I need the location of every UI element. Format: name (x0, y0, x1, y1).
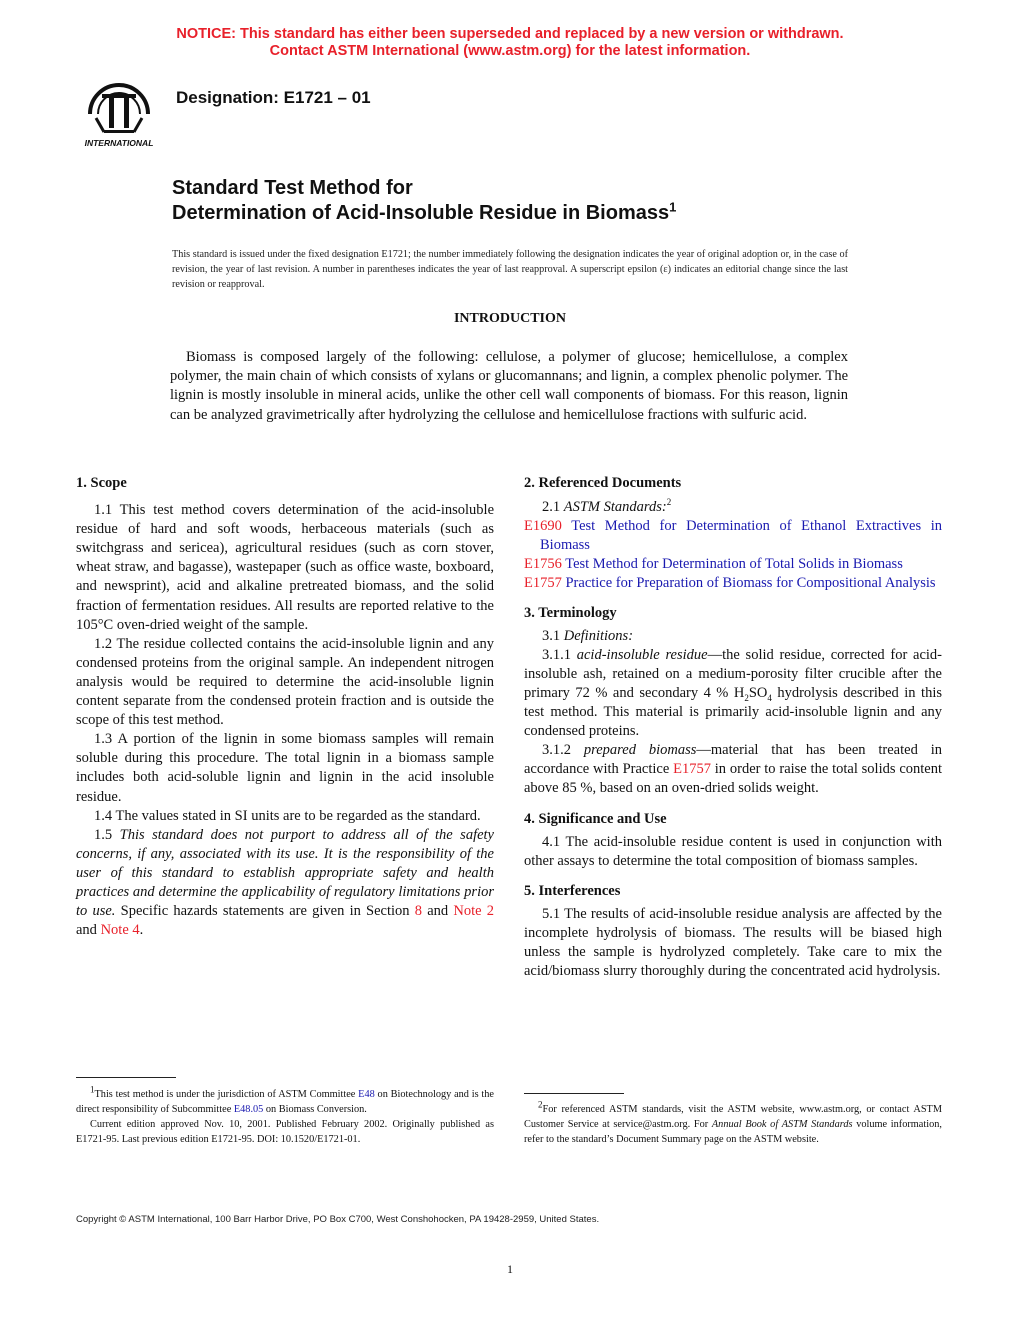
significance-heading: 4. Significance and Use (524, 810, 667, 827)
interferences-heading: 5. Interferences (524, 882, 621, 899)
note-2-link[interactable]: Note 2 (453, 903, 495, 920)
definition-num: 3.1.1 (542, 646, 577, 663)
referenced-2-1 (524, 498, 942, 517)
scope-1-5-num: 1.5 (94, 826, 120, 843)
title-line-2 (172, 201, 676, 226)
e48-05-link[interactable]: E48.05 (233, 1104, 264, 1115)
ref-code[interactable]: E1690 (524, 518, 562, 535)
e1757-link[interactable]: E1757 (673, 761, 711, 778)
scope-1-2: 1.2 The residue collected contains the acid-insoluble lignin and any condensed proteins from the original sample. An independent nitrogen analysis would be required to determine the acid-insoluble lignin content separate from the condensed protein fraction and is outside the scope of this test method. (76, 635, 494, 729)
e48-link[interactable]: E48 (358, 1089, 375, 1100)
subscript: 2 (744, 692, 749, 703)
and-2: and (76, 922, 101, 939)
and-1: and (422, 903, 454, 920)
ref-code[interactable]: E1756 (524, 556, 562, 573)
introduction-text: Biomass is composed largely of the following: cellulose, a polymer of glucose; hemicellulose, a complex polymer, the main chain of which consists of xylans or glucomannans; and lignin, a complex phenolic polymer. The lignin is mostly insoluble in mineral acids, unlike the other cell wall components of biomass. For this reason, lignin can be analyzed gravimetrically after hydrolyzing the cellulose and hemicellulose fractions with sulfuric acid. (170, 349, 848, 423)
terminology-3-1-num: 3.1 (542, 627, 564, 644)
introduction-heading: INTRODUCTION (453, 311, 566, 326)
scope-1-5 (76, 826, 494, 941)
ref-e1757[interactable] (524, 574, 942, 593)
ref-e1756[interactable] (524, 555, 942, 574)
page-number: 1 (507, 1262, 513, 1276)
terminology-heading: 3. Terminology (524, 604, 617, 621)
definition-num: 3.1.2 (542, 742, 584, 759)
scope-1-5-rest: Specific hazards statements are given in Section (115, 903, 415, 920)
footnote-1-edition: Current edition approved Nov. 10, 2001. Published February 2002. Originally published as E1721-95. Last previous edition E1721-95. DOI: 10.1520/E1721-01. (76, 1119, 494, 1145)
section-8-link[interactable]: 8 (414, 903, 423, 920)
definition-3-1-1 (524, 646, 942, 741)
significance-4-1: 4.1 The acid-insoluble residue content is used in conjunction with other assays to determine the total composition of biomass samples. (524, 833, 942, 869)
footnote-1-mark: 1 (90, 1084, 95, 1095)
copyright: Copyright © ASTM International, 100 Barr Harbor Drive, PO Box C700, West Conshohocken, PA 19428-2959, United States. (76, 1214, 600, 1225)
footnote-1-b: on Biotechnology and is the direct responsibility of Subcommittee (76, 1089, 494, 1115)
ref-e1690[interactable] (524, 517, 942, 555)
footnote-2-a: For referenced ASTM standards, visit the ASTM website, www.astm.org, or contact ASTM Customer Service at service@astm.org. For (524, 1104, 942, 1130)
ref-title[interactable]: Practice for Preparation of Biomass for Compositional Analysis (561, 575, 936, 592)
footnote-1-c: on Biomass Conversion. (263, 1104, 367, 1115)
astm-logo (76, 74, 162, 152)
designation: Designation: E1721 – 01 (176, 88, 371, 107)
scope-1-3: 1.3 A portion of the lignin in some biomass samples will remain soluble during this procedure. The total lignin in a biomass sample includes both acid-soluble lignin and lignin in the acid insoluble residue. (76, 731, 494, 805)
footnote-1-text (76, 1084, 494, 1117)
footnote-2-mark: 2 (538, 1099, 543, 1110)
notice-line-2: Contact ASTM International (www.astm.org) for the latest information. (269, 43, 751, 59)
footnote-2-mark: 2 (666, 497, 672, 508)
definition-text: —the solid residue, corrected for acid-insoluble ash, retained on a medium-porosity filter crucible after the primary 72 % and secondary 4 % H (524, 646, 943, 701)
formula-text: SO (748, 684, 768, 701)
definition-text: in order to raise the total solids content above 85 %, based on an oven-dried solids weight. (524, 761, 942, 797)
footnote-2-text (524, 1099, 942, 1147)
ref-title[interactable]: Test Method for Determination of Total Solids in Biomass (561, 556, 903, 573)
footnote-2-b: volume information, refer to the standard’s Document Summary page on the ASTM website. (524, 1119, 942, 1145)
ref-title[interactable]: Test Method for Determination of Ethanol Extractives in Biomass (540, 518, 942, 554)
definition-3-1-2 (524, 741, 942, 798)
notice-banner (0, 26, 1020, 60)
definition-term: acid-insoluble residue (576, 646, 708, 663)
issued-statement: This standard is issued under the fixed designation E1721; the number immediately following the designation indicates the year of original adoption or, in the case of revision, the year of last revision. A number in parentheses indicates the year of last reapproval. A superscript epsilon (ε) indicates an editorial change since the last revision or reapproval. (172, 249, 848, 290)
scope-heading: 1. Scope (76, 475, 127, 491)
footnote-1 (76, 1084, 494, 1147)
footnote-2 (524, 1099, 942, 1147)
safety-statement: This standard does not purport to address all of the safety concerns, if any, associated with its use. It is the responsibility of the user of this standard to establish appropriate safety and health practices and determine the applicability of regulatory limitations prior to use. (76, 826, 494, 920)
footnote-rule-right (524, 1093, 624, 1094)
right-column (524, 474, 942, 981)
note-4-link[interactable]: Note 4 (100, 922, 140, 939)
footnote-rule-left (76, 1077, 176, 1078)
footnote-1-a: This test method is under the jurisdiction of ASTM Committee (94, 1089, 359, 1100)
notice-line-1: NOTICE: This standard has either been superseded and replaced by a new version or withdrawn. (176, 26, 844, 42)
interferences-5-1: 5.1 The results of acid-insoluble residue analysis are affected by the incomplete hydrolysis of biomass. The results will be biased high unless the sample is hydrolyzed completely. Take care to mix the acid/biomass slurry thoroughly during the concentrated acid hydrolysis. (524, 905, 942, 980)
referenced-heading: 2. Referenced Documents (524, 475, 682, 491)
definition-term: prepared biomass (583, 742, 697, 759)
definition-text: hydrolysis described in this test method. This material is primarily acid-insoluble lignin and any condensed proteins. (524, 684, 942, 740)
astm-standards-label: ASTM Standards: (563, 499, 667, 516)
terminology-3-1 (524, 627, 942, 646)
scope-1-1: 1.1 This test method covers determination of the acid-insoluble residue of hard and soft woods, herbaceous materials (such as switchgrass and sericea), agricultural residues (such as corn stover, wheat straw, and bagasse), wastepaper (such as office waste, boxboard, and newsprint), acid and alkaline pretreated biomass, and the solid fraction of fermentation residues. All results are reported relative to the 105°C oven-dried weight of the sample. (76, 502, 494, 633)
scope-1-4: 1.4 The values stated in SI units are to be regarded as the standard. (94, 807, 481, 824)
title-footnote-mark: 1 (669, 199, 677, 215)
definitions-label: Definitions: (563, 627, 634, 644)
subscript: 4 (767, 692, 772, 703)
title-line-1: Standard Test Method for (172, 177, 413, 199)
period: . (139, 922, 144, 939)
logo-text: INTERNATIONAL (84, 138, 154, 148)
definition-text: —material that has been treated in accordance with Practice (524, 742, 943, 778)
document-title (172, 176, 676, 226)
referenced-2-1-num: 2.1 (542, 499, 564, 516)
ref-code[interactable]: E1757 (524, 575, 562, 592)
left-column (76, 474, 494, 940)
title-line-2-text: Determination of Acid-Insoluble Residue in Biomass (172, 202, 670, 224)
annual-book-title: Annual Book of ASTM Standards (711, 1119, 853, 1130)
astm-international-logo-icon (76, 74, 162, 152)
